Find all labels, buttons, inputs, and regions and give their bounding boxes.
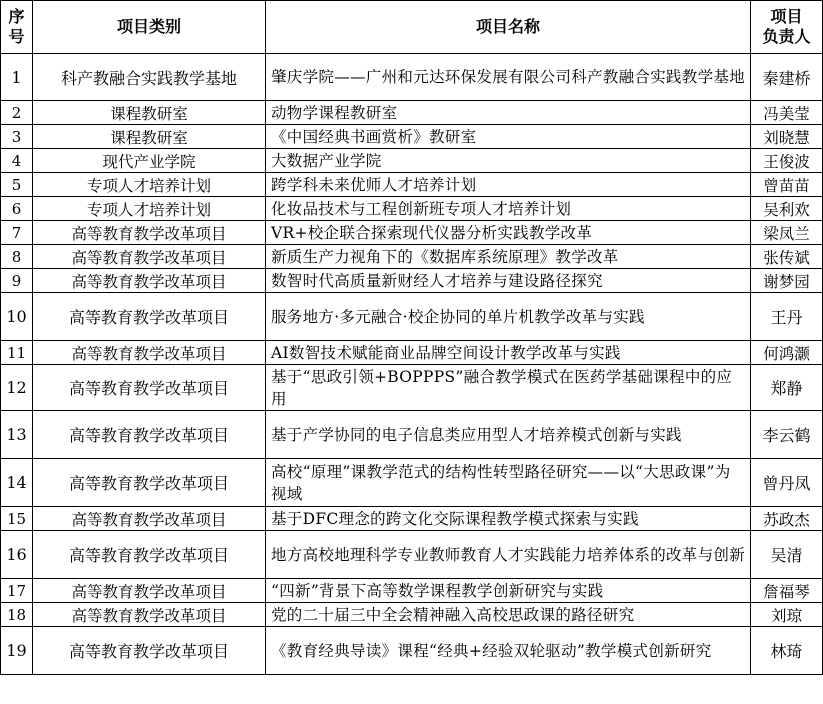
table-row <box>1 603 823 627</box>
project-category: 高等教育教学改革项目 <box>33 341 266 365</box>
project-name: 动物学课程教研室 <box>266 101 751 125</box>
project-name: 基于“思政引领+BOPPPS”融合教学模式在医药学基础课程中的应用 <box>266 365 751 411</box>
table-row <box>1 101 823 125</box>
row-number: 9 <box>1 269 33 293</box>
table-row <box>1 341 823 365</box>
project-lead: 冯美莹 <box>751 101 823 125</box>
row-number: 12 <box>1 365 33 411</box>
row-number: 7 <box>1 221 33 245</box>
project-lead: 郑静 <box>751 365 823 411</box>
project-category: 现代产业学院 <box>33 149 266 173</box>
project-name: 《中国经典书画赏析》教研室 <box>266 125 751 149</box>
project-lead: 何鸿灏 <box>751 341 823 365</box>
project-name: 化妆品技术与工程创新班专项人才培养计划 <box>266 197 751 221</box>
project-name: 肇庆学院——广州和元达环保发展有限公司科产教融合实践教学基地 <box>266 54 751 101</box>
table-row <box>1 627 823 675</box>
table-row <box>1 245 823 269</box>
project-lead: 李云鹤 <box>751 411 823 459</box>
table-row <box>1 269 823 293</box>
project-name: 党的二十届三中全会精神融入高校思政课的路径研究 <box>266 603 751 627</box>
table-row <box>1 459 823 507</box>
project-category: 高等教育教学改革项目 <box>33 293 266 341</box>
project-category: 高等教育教学改革项目 <box>33 269 266 293</box>
table-row <box>1 531 823 579</box>
table-row <box>1 507 823 531</box>
row-number: 4 <box>1 149 33 173</box>
project-name: 服务地方·多元融合·校企协同的单片机教学改革与实践 <box>266 293 751 341</box>
project-category: 专项人才培养计划 <box>33 173 266 197</box>
project-category: 高等教育教学改革项目 <box>33 627 266 675</box>
project-category: 高等教育教学改革项目 <box>33 531 266 579</box>
project-lead: 张传斌 <box>751 245 823 269</box>
project-lead: 谢梦园 <box>751 269 823 293</box>
project-lead: 吴清 <box>751 531 823 579</box>
project-category: 高等教育教学改革项目 <box>33 245 266 269</box>
row-number: 17 <box>1 579 33 603</box>
table-row <box>1 173 823 197</box>
table-row <box>1 125 823 149</box>
row-number: 19 <box>1 627 33 675</box>
header-lead: 项目 负责人 <box>751 1 823 54</box>
row-number: 11 <box>1 341 33 365</box>
project-name: VR+校企联合探索现代仪器分析实践教学改革 <box>266 221 751 245</box>
project-category: 高等教育教学改革项目 <box>33 603 266 627</box>
project-lead: 曾丹凤 <box>751 459 823 507</box>
project-name: 地方高校地理科学专业教师教育人才实践能力培养体系的改革与创新 <box>266 531 751 579</box>
project-lead: 梁凤兰 <box>751 221 823 245</box>
project-category: 高等教育教学改革项目 <box>33 221 266 245</box>
project-lead: 曾苗苗 <box>751 173 823 197</box>
row-number: 2 <box>1 101 33 125</box>
table-body <box>1 54 823 675</box>
project-name: 大数据产业学院 <box>266 149 751 173</box>
table-row <box>1 54 823 101</box>
table-row <box>1 293 823 341</box>
project-lead: 刘晓慧 <box>751 125 823 149</box>
table-row <box>1 365 823 411</box>
project-name: 高校“原理”课教学范式的结构性转型路径研究——以“大思政课”为视域 <box>266 459 751 507</box>
row-number: 15 <box>1 507 33 531</box>
project-name: “四新”背景下高等数学课程教学创新研究与实践 <box>266 579 751 603</box>
row-number: 14 <box>1 459 33 507</box>
project-category: 高等教育教学改革项目 <box>33 411 266 459</box>
table-row <box>1 579 823 603</box>
project-lead: 王俊波 <box>751 149 823 173</box>
project-category: 课程教研室 <box>33 101 266 125</box>
project-category: 课程教研室 <box>33 125 266 149</box>
header-name: 项目名称 <box>266 1 751 54</box>
project-name: 基于DFC理念的跨文化交际课程教学模式探索与实践 <box>266 507 751 531</box>
row-number: 13 <box>1 411 33 459</box>
project-category: 高等教育教学改革项目 <box>33 459 266 507</box>
header-category: 项目类别 <box>33 1 266 54</box>
row-number: 3 <box>1 125 33 149</box>
header-no: 序 号 <box>1 1 33 54</box>
project-lead: 詹福琴 <box>751 579 823 603</box>
project-name: 新质生产力视角下的《数据库系统原理》教学改革 <box>266 245 751 269</box>
row-number: 18 <box>1 603 33 627</box>
project-category: 高等教育教学改革项目 <box>33 365 266 411</box>
project-lead: 秦建桥 <box>751 54 823 101</box>
project-lead: 刘琼 <box>751 603 823 627</box>
project-lead: 王丹 <box>751 293 823 341</box>
project-name: 基于产学协同的电子信息类应用型人才培养模式创新与实践 <box>266 411 751 459</box>
project-lead: 吴利欢 <box>751 197 823 221</box>
project-lead: 苏政杰 <box>751 507 823 531</box>
project-category: 高等教育教学改革项目 <box>33 579 266 603</box>
table-row <box>1 149 823 173</box>
table-row <box>1 221 823 245</box>
row-number: 1 <box>1 54 33 101</box>
project-category: 高等教育教学改革项目 <box>33 507 266 531</box>
row-number: 10 <box>1 293 33 341</box>
row-number: 6 <box>1 197 33 221</box>
project-name: 《教育经典导读》课程“经典+经验双轮驱动”教学模式创新研究 <box>266 627 751 675</box>
project-lead: 林琦 <box>751 627 823 675</box>
project-category: 专项人才培养计划 <box>33 197 266 221</box>
header-row <box>1 1 823 54</box>
table-row <box>1 411 823 459</box>
project-name: 跨学科未来优师人才培养计划 <box>266 173 751 197</box>
row-number: 16 <box>1 531 33 579</box>
project-category: 科产教融合实践教学基地 <box>33 54 266 101</box>
project-name: 数智时代高质量新财经人才培养与建设路径探究 <box>266 269 751 293</box>
row-number: 8 <box>1 245 33 269</box>
table-row <box>1 197 823 221</box>
row-number: 5 <box>1 173 33 197</box>
project-name: AI数智技术赋能商业品牌空间设计教学改革与实践 <box>266 341 751 365</box>
